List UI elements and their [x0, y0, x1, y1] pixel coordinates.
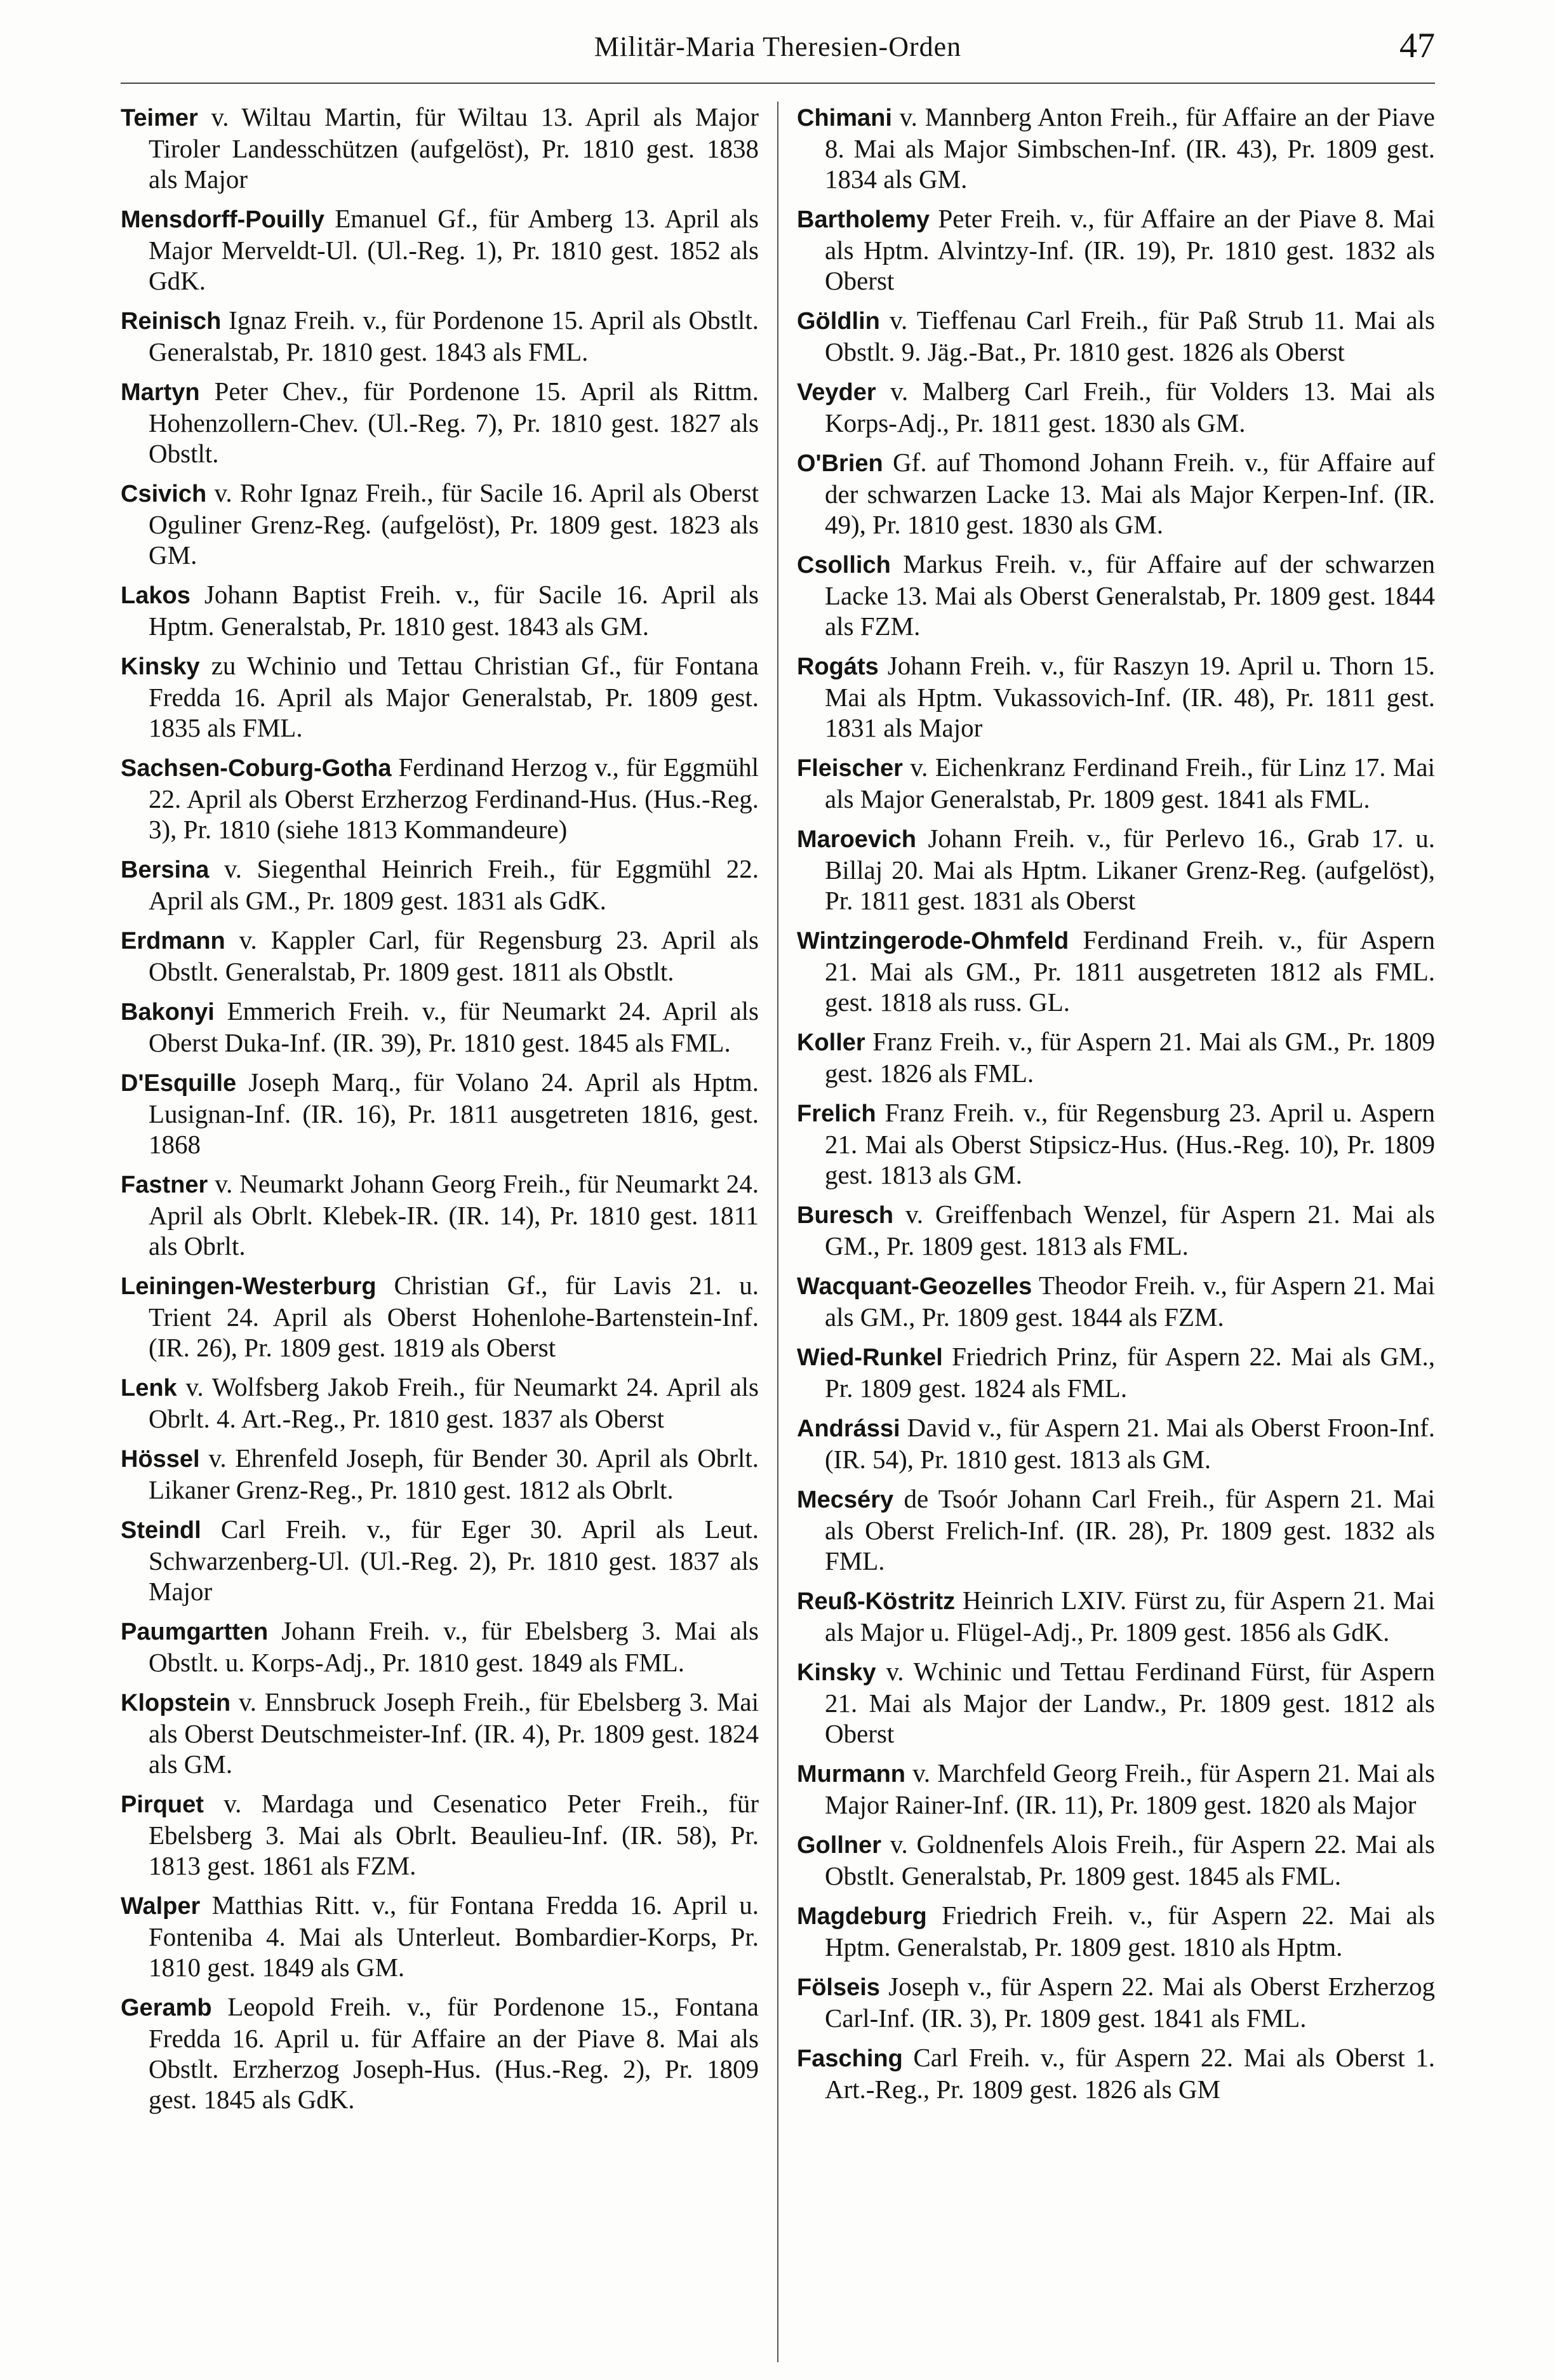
- entry-text: Christian Gf., für Lavis 21. u. Trient 24. April als Oberst Hohenlohe-Bartenstein-Inf. (IR. 26), Pr. 1809 gest. 1819 als Oberst: [149, 1271, 759, 1362]
- text-columns: [121, 102, 1435, 2362]
- entry-text: Gf. auf Thomond Johann Freih. v., für Affaire auf der schwarzen Lacke 13. Mai als Major Kerpen-Inf. (IR. 49), Pr. 1810 gest. 1830 als GM.: [825, 448, 1435, 539]
- entry-text: Matthias Ritt. v., für Fontana Fredda 16. April u. Fonteniba 4. Mai als Unterleut. Bombardier-Korps, Pr. 1810 gest. 1849 als GM.: [149, 1890, 759, 1982]
- entry-text: Johann Freih. v., für Ebelsberg 3. Mai als Obstlt. u. Korps-Adj., Pr. 1810 gest. 1849 als FML.: [149, 1616, 759, 1677]
- entry-surname: Lakos: [121, 582, 190, 609]
- entry-text: Joseph Marq., für Volano 24. April als Hptm. Lusignan-Inf. (IR. 16), Pr. 1811 ausgetreten 1816, gest. 1868: [149, 1067, 759, 1159]
- entry-surname: Wied-Runkel: [797, 1344, 943, 1371]
- entry-text: Franz Freih. v., für Aspern 21. Mai als GM., Pr. 1809 gest. 1826 als FML.: [825, 1027, 1435, 1088]
- entry-text: v. Malberg Carl Freih., für Volders 13. Mai als Korps-Adj., Pr. 1811 gest. 1830 als GM.: [825, 377, 1435, 438]
- entry-text: Friedrich Prinz, für Aspern 22. Mai als GM., Pr. 1809 gest. 1824 als FML.: [825, 1342, 1435, 1403]
- entry-text: v. Mardaga und Cesenatico Peter Freih., für Ebelsberg 3. Mai als Obrlt. Beaulieu-Inf. (IR. 58), Pr. 1813 gest. 1861 als FZM.: [149, 1789, 759, 1880]
- running-title: Militär-Maria Theresien-Orden: [594, 31, 962, 62]
- register-entry: [121, 1443, 759, 1505]
- entry-surname: Bersina: [121, 857, 210, 883]
- entry-text: v. Rohr Ignaz Freih., für Sacile 16. April als Oberst Oguliner Grenz-Reg. (aufgelöst), Pr. 1809 gest. 1823 als GM.: [149, 478, 759, 570]
- entry-surname: Csivich: [121, 481, 207, 507]
- entry-text: Ferdinand Freih. v., für Aspern 21. Mai als GM., Pr. 1811 ausgetreten 1812 als FML. gest. 1818 als russ. GL.: [825, 925, 1435, 1017]
- entry-surname: Fasching: [797, 2045, 903, 2072]
- register-entry: [797, 823, 1435, 916]
- register-entry: [121, 1067, 759, 1160]
- register-entry: [121, 305, 759, 367]
- register-entry: [121, 1514, 759, 1607]
- entry-surname: Sachsen-Coburg-Gotha: [121, 755, 392, 782]
- column-divider: [777, 102, 778, 2362]
- register-entry: [797, 752, 1435, 814]
- register-entry: [797, 1483, 1435, 1576]
- register-entry: [121, 650, 759, 743]
- entry-surname: Wacquant-Geozelles: [797, 1273, 1032, 1300]
- entry-text: v. Wchinic und Tettau Ferdinand Fürst, für Aspern 21. Mai als Major der Landw., Pr. 1809 gest. 1812 als Oberst: [825, 1657, 1435, 1748]
- register-entry: [797, 1026, 1435, 1088]
- entry-text: Peter Freih. v., für Affaire an der Piave 8. Mai als Hptm. Alvintzy-Inf. (IR. 19), Pr. 1810 gest. 1832 als Oberst: [825, 204, 1435, 295]
- register-entry: [121, 1788, 759, 1881]
- entry-surname: Rogáts: [797, 653, 879, 680]
- register-entry: [121, 1372, 759, 1434]
- register-entry: [121, 1991, 759, 2115]
- entry-text: Johann Freih. v., für Perlevo 16., Grab 17. u. Billaj 20. Mai als Hptm. Likaner Grenz-Reg. (aufgelöst), Pr. 1811 gest. 1831 als Oberst: [825, 824, 1435, 915]
- entry-surname: Fölseis: [797, 1974, 880, 2001]
- register-entry: [797, 447, 1435, 540]
- register-entry: [797, 203, 1435, 296]
- entry-surname: Andrássi: [797, 1415, 900, 1442]
- entry-surname: Reinisch: [121, 308, 222, 335]
- entry-surname: Göldlin: [797, 308, 880, 335]
- register-entry: [797, 305, 1435, 367]
- entry-surname: Bakonyi: [121, 999, 215, 1026]
- entry-surname: Csollich: [797, 552, 891, 578]
- register-entry: [797, 376, 1435, 438]
- register-entry: [797, 1270, 1435, 1332]
- entry-surname: Gollner: [797, 1832, 882, 1859]
- entry-text: v. Kappler Carl, für Regensburg 23. April als Obstlt. Generalstab, Pr. 1809 gest. 1811 als Obstlt.: [149, 925, 759, 986]
- register-entry: [121, 853, 759, 916]
- register-entry: [121, 996, 759, 1058]
- entry-surname: Magdeburg: [797, 1903, 927, 1930]
- entry-surname: Pirquet: [121, 1791, 204, 1818]
- entry-surname: Paumgartten: [121, 1619, 269, 1645]
- register-entry: [121, 925, 759, 987]
- register-entry: [797, 1097, 1435, 1190]
- register-entry: [121, 1168, 759, 1261]
- register-entry: [797, 1656, 1435, 1749]
- entry-text: Heinrich LXIV. Fürst zu, für Aspern 21. Mai als Major u. Flügel-Adj., Pr. 1809 gest. 1856 als GdK.: [825, 1586, 1435, 1647]
- entry-text: Johann Baptist Freih. v., für Sacile 16. April als Hptm. Generalstab, Pr. 1810 gest. 1843 als GM.: [149, 580, 759, 641]
- page-number: 47: [1399, 26, 1435, 65]
- register-entry: [797, 1971, 1435, 2033]
- register-entry: [797, 650, 1435, 743]
- entry-surname: Geramb: [121, 1995, 212, 2021]
- entry-surname: Fleischer: [797, 755, 903, 782]
- register-entry: [797, 1829, 1435, 1891]
- register-entry: [121, 1615, 759, 1678]
- left-column: [121, 102, 759, 2362]
- register-entry: [797, 102, 1435, 194]
- register-entry: [797, 1900, 1435, 1962]
- entry-surname: Kinsky: [797, 1659, 876, 1686]
- entry-text: v. Ehrenfeld Joseph, für Bender 30. April als Obrlt. Likaner Grenz-Reg., Pr. 1810 gest. 1812 als Obrlt.: [149, 1443, 759, 1504]
- register-entry: [797, 549, 1435, 641]
- entry-text: v. Neumarkt Johann Georg Freih., für Neumarkt 24. April als Obrlt. Klebek-IR. (IR. 14), Pr. 1810 gest. 1811 als Obrlt.: [149, 1169, 759, 1260]
- entry-surname: Teimer: [121, 105, 198, 131]
- entry-surname: Kinsky: [121, 653, 200, 680]
- entry-text: de Tsoór Johann Carl Freih., für Aspern 21. Mai als Oberst Frelich-Inf. (IR. 28), Pr. 1809 gest. 1832 als FML.: [825, 1484, 1435, 1575]
- entry-text: v. Siegenthal Heinrich Freih., für Eggmühl 22. April als GM., Pr. 1809 gest. 1831 als GdK.: [149, 854, 759, 915]
- register-entry: [797, 2042, 1435, 2104]
- entry-surname: Murmann: [797, 1761, 905, 1788]
- entry-surname: Mensdorff-Pouilly: [121, 206, 324, 233]
- entry-surname: Reuß-Köstritz: [797, 1588, 956, 1615]
- entry-text: Markus Freih. v., für Affaire auf der schwarzen Lacke 13. Mai als Oberst Generalstab, Pr. 1809 gest. 1844 als FZM.: [825, 549, 1435, 641]
- right-column: [797, 102, 1435, 2362]
- entry-text: Friedrich Freih. v., für Aspern 22. Mai als Hptm. Generalstab, Pr. 1809 gest. 1810 als Hptm.: [825, 1901, 1435, 1962]
- entry-text: zu Wchinio und Tettau Christian Gf., für Fontana Fredda 16. April als Major Generalstab, Pr. 1809 gest. 1835 als FML.: [149, 651, 759, 742]
- entry-surname: Chimani: [797, 105, 892, 131]
- entry-surname: Koller: [797, 1029, 865, 1056]
- entry-surname: Martyn: [121, 379, 200, 406]
- entry-text: Leopold Freih. v., für Pordenone 15., Fontana Fredda 16. April u. für Affaire an der Piave 8. Mai als Obstlt. Erzherzog Joseph-Hus. (Hus.-Reg. 2), Pr. 1809 gest. 1845 als GdK.: [149, 1992, 759, 2114]
- register-entry: [121, 579, 759, 641]
- register-entry: [797, 1199, 1435, 1261]
- entry-text: Carl Freih. v., für Eger 30. April als Leut. Schwarzenberg-Ul. (Ul.-Reg. 2), Pr. 1810 gest. 1837 als Major: [149, 1514, 759, 1606]
- entry-surname: Bartholemy: [797, 206, 930, 233]
- entry-surname: Buresch: [797, 1202, 894, 1229]
- entry-text: v. Goldnenfels Alois Freih., für Aspern 22. Mai als Obstlt. Generalstab, Pr. 1809 gest. 1845 als FML.: [825, 1829, 1435, 1890]
- entry-text: v. Tieffenau Carl Freih., für Paß Strub 11. Mai als Obstlt. 9. Jäg.-Bat., Pr. 1810 gest. 1826 als Oberst: [825, 305, 1435, 366]
- entry-surname: Maroevich: [797, 826, 916, 853]
- entry-text: v. Marchfeld Georg Freih., für Aspern 21. Mai als Major Rainer-Inf. (IR. 11), Pr. 1809 gest. 1820 als Major: [825, 1758, 1435, 1819]
- register-entry: [121, 102, 759, 194]
- entry-text: v. Wiltau Martin, für Wiltau 13. April als Major Tiroler Landesschützen (aufgelöst), Pr. 1810 gest. 1838 als Major: [149, 102, 759, 194]
- book-page: [121, 25, 1435, 2350]
- register-entry: [797, 1758, 1435, 1820]
- register-entry: [121, 376, 759, 469]
- entry-text: v. Mannberg Anton Freih., für Affaire an der Piave 8. Mai als Major Simbschen-Inf. (IR. 43), Pr. 1809 gest. 1834 als GM.: [825, 102, 1435, 194]
- register-entry: [797, 1412, 1435, 1474]
- register-entry: [797, 1585, 1435, 1647]
- entry-text: v. Eichenkranz Ferdinand Freih., für Linz 17. Mai als Major Generalstab, Pr. 1809 gest. 1841 als FML.: [825, 752, 1435, 813]
- entry-text: Joseph v., für Aspern 22. Mai als Oberst Erzherzog Carl-Inf. (IR. 3), Pr. 1809 gest. 1841 als FML.: [825, 1972, 1435, 2033]
- register-entry: [121, 1270, 759, 1363]
- entry-text: Emmerich Freih. v., für Neumarkt 24. April als Oberst Duka-Inf. (IR. 39), Pr. 1810 gest. 1845 als FML.: [149, 996, 759, 1057]
- register-entry: [797, 925, 1435, 1017]
- entry-text: Ferdinand Herzog v., für Eggmühl 22. April als Oberst Erzherzog Ferdinand-Hus. (Hus.-Reg. 3), Pr. 1810 (siehe 1813 Kommandeure): [149, 752, 759, 844]
- entry-surname: O'Brien: [797, 450, 883, 477]
- entry-surname: Wintzingerode-Ohmfeld: [797, 928, 1069, 954]
- entry-surname: Steindl: [121, 1517, 201, 1544]
- entry-surname: Leiningen-Westerburg: [121, 1273, 377, 1300]
- entry-surname: Klopstein: [121, 1690, 231, 1716]
- entry-surname: Mecséry: [797, 1487, 894, 1513]
- entry-text: David v., für Aspern 21. Mai als Oberst Froon-Inf. (IR. 54), Pr. 1810 gest. 1813 als GM.: [825, 1413, 1435, 1474]
- entry-surname: D'Esquille: [121, 1070, 237, 1097]
- entry-surname: Fastner: [121, 1172, 208, 1198]
- entry-text: Emanuel Gf., für Amberg 13. April als Major Merveldt-Ul. (Ul.-Reg. 1), Pr. 1810 gest. 1852 als GdK.: [149, 204, 759, 295]
- register-entry: [121, 1890, 759, 1982]
- entry-surname: Veyder: [797, 379, 876, 406]
- register-entry: [121, 203, 759, 296]
- entry-surname: Frelich: [797, 1100, 876, 1127]
- entry-text: Ignaz Freih. v., für Pordenone 15. April als Obstlt. Generalstab, Pr. 1810 gest. 1843 als FML.: [149, 305, 759, 366]
- entry-text: Franz Freih. v., für Regensburg 23. April u. Aspern 21. Mai als Oberst Stipsicz-Hus. (Hus.-Reg. 10), Pr. 1809 gest. 1813 als GM.: [825, 1098, 1435, 1189]
- entry-text: Peter Chev., für Pordenone 15. April als Rittm. Hohenzollern-Chev. (Ul.-Reg. 7), Pr. 1810 gest. 1827 als Obstlt.: [149, 377, 759, 468]
- entry-text: v. Wolfsberg Jakob Freih., für Neumarkt 24. April als Obrlt. 4. Art.-Reg., Pr. 1810 gest. 1837 als Oberst: [149, 1372, 759, 1433]
- entry-text: v. Greiffenbach Wenzel, für Aspern 21. Mai als GM., Pr. 1809 gest. 1813 als FML.: [825, 1200, 1435, 1260]
- page-header: [121, 25, 1435, 84]
- entry-surname: Erdmann: [121, 928, 225, 954]
- register-entry: [121, 1687, 759, 1779]
- entry-text: Carl Freih. v., für Aspern 22. Mai als Oberst 1. Art.-Reg., Pr. 1809 gest. 1826 als GM: [825, 2043, 1435, 2104]
- entry-text: v. Ennsbruck Joseph Freih., für Ebelsberg 3. Mai als Oberst Deutschmeister-Inf. (IR. 4), Pr. 1809 gest. 1824 als GM.: [149, 1687, 759, 1779]
- register-entry: [121, 752, 759, 845]
- entry-text: Johann Freih. v., für Raszyn 19. April u. Thorn 15. Mai als Hptm. Vukassovich-Inf. (IR. 48), Pr. 1811 gest. 1831 als Major: [825, 651, 1435, 742]
- entry-text: Theodor Freih. v., für Aspern 21. Mai als GM., Pr. 1809 gest. 1844 als FZM.: [825, 1271, 1435, 1332]
- entry-surname: Lenk: [121, 1375, 177, 1401]
- register-entry: [797, 1341, 1435, 1403]
- entry-surname: Hössel: [121, 1446, 200, 1473]
- register-entry: [121, 478, 759, 570]
- entry-surname: Walper: [121, 1893, 201, 1920]
